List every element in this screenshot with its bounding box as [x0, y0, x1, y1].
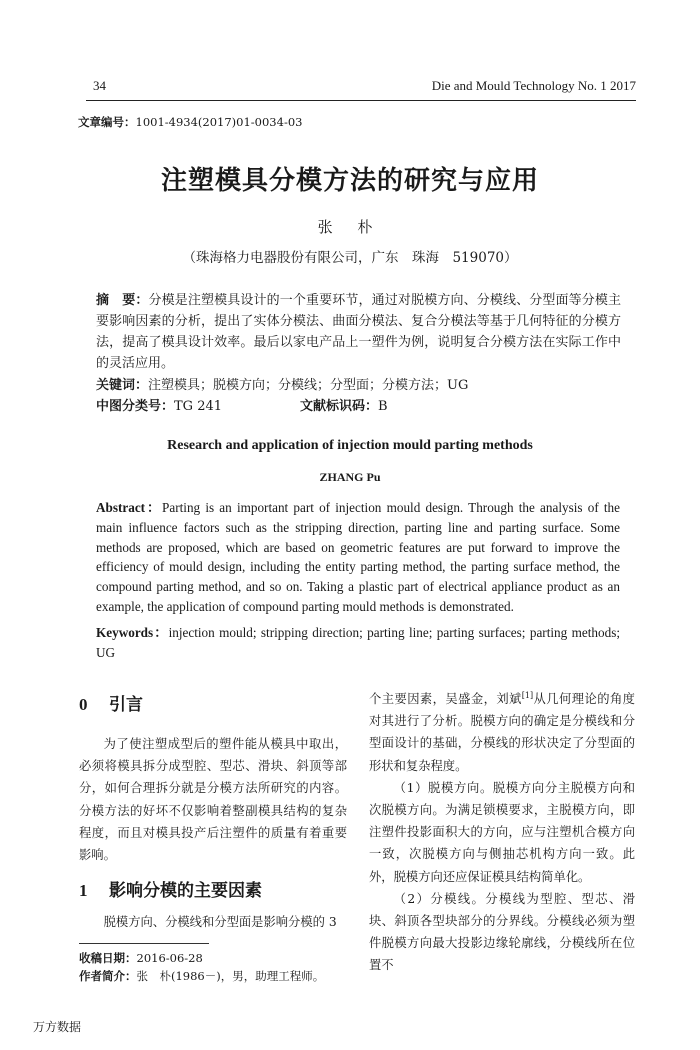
bio-label: 作者简介：: [79, 969, 137, 983]
doc-code: [300, 395, 388, 414]
footnote-rule: [79, 943, 209, 944]
abstract-cn-label: 摘 要：: [96, 293, 149, 308]
keywords-cn: [96, 374, 621, 393]
keywords-en-text: injection mould; stripping direction; parting line; parting surfaces; parting methods; UG: [96, 625, 620, 660]
bio-value: 张 朴(1986－)，男，助理工程师。: [136, 969, 325, 983]
section-number: 1: [79, 881, 88, 900]
abstract-cn-text: 分模是注塑模具设计的一个重要环节，通过对脱模方向、分模线、分型面等分模主要影响因素的分析，提出了实体分模法、曲面分模法、复合分模法等基于几何特征的分模方法，提高了模具设计效率。最后以家电产品上一塑件为例，说明复合分模方法在实际工作中的灵活应用。: [96, 293, 621, 371]
journal-header: Die and Mould Technology No. 1 2017: [431, 78, 636, 93]
article-number-label: 文章编号：: [78, 115, 136, 129]
paragraph: 脱模方向、分模线和分型面是影响分模的 3: [103, 915, 337, 929]
paragraph: 为了使注塑成型后的塑件能从模具中取出，必须将模具拆分成型腔、型芯、滑块、斜顶等部分，如何合理拆分就是分模方法所研究的内容。分模方法的好坏不仅影响着整副模具结构的复杂程度，而且对模具投产后注塑件的质量有着重要影响。: [79, 737, 347, 863]
section1-paragraph: [79, 911, 347, 933]
section-title: 影响分模的主要因素: [109, 881, 262, 901]
section-number: 0: [79, 695, 88, 714]
abstract-cn: [96, 290, 621, 374]
doc-code-label: 文献标识码：: [300, 399, 379, 414]
received-label: 收稿日期：: [79, 951, 137, 965]
abstract-en: [96, 498, 620, 617]
keywords-cn-label: 关键词：: [96, 378, 149, 393]
paragraph: （1）脱模方向。脱模方向分主脱模方向和次脱模方向。为满足锁模要求，主脱模方向，即注塑件投影面积大的方向，应与注塑机合模方向一致，次脱模方向与侧抽芯机构方向一致。此外，脱模方向还应保证模具结构简单化。: [369, 780, 635, 884]
header-rule: [86, 100, 636, 101]
author-name: 张 朴: [317, 218, 383, 236]
affiliation: （珠海格力电器股份有限公司，广东 珠海 519070）: [182, 250, 518, 266]
watermark: 万方数据: [33, 1020, 82, 1034]
abstract-en-label: Abstract：: [96, 500, 163, 515]
clc-value: TG 241: [174, 399, 223, 414]
classification-line: [96, 395, 621, 414]
article-number: [78, 114, 302, 130]
section-heading-1: [79, 876, 262, 901]
doc-code-value: B: [378, 399, 388, 414]
keywords-en-label: Keywords：: [96, 625, 169, 640]
section-heading-0: [79, 690, 143, 715]
received-date: [79, 950, 203, 966]
text-run: 个主要因素，吴盛金，刘斌: [369, 692, 522, 706]
english-title: Research and application of injection mould parting methods: [167, 438, 533, 453]
intro-paragraph: [79, 733, 347, 866]
article-number-value: 1001-4934(2017)01-0034-03: [135, 115, 303, 129]
received-value: 2016-06-28: [136, 951, 203, 965]
keywords-cn-text: 注塑模具；脱模方向；分模线；分型面；分模方法；UG: [148, 378, 469, 393]
paper-title: 注塑模具分模方法的研究与应用: [160, 166, 539, 196]
paragraph: [369, 688, 635, 777]
english-author: ZHANG Pu: [319, 470, 381, 484]
page-number: 34: [93, 78, 106, 93]
paragraph: （2）分模线。分模线为型腔、型芯、滑块、斜顶各型块部分的分界线。分模线必须为塑件脱模方向最大投影边缘轮廓线，分模线所在位置不: [369, 891, 635, 973]
right-column: [369, 688, 635, 977]
section-title: 引言: [109, 695, 143, 715]
clc-label: 中图分类号：: [96, 399, 175, 414]
text-run: 从几何理论的角度对其进行了分析。脱模方向的确定是分模线和分型面设计的基础，分模线的形状决定了分型面的形状和复杂程度。: [369, 692, 635, 773]
abstract-en-text: Parting is an important part of injection mould design. Through the analysis of the main influence factors such as the stripping direction, parting line and parting surface. Some methods are proposed, which are based on geometric features are put forward to improve the efficiency of mould design, including the entity parting method, the parting surface method, the compound parting method, and so on. Taking a plastic part of electrical appliance product as an example, the application of compound parting mould methods is demonstrated.: [96, 500, 621, 614]
keywords-en: [96, 623, 620, 663]
author-bio: [79, 968, 324, 984]
citation[interactable]: [1]: [521, 690, 534, 700]
